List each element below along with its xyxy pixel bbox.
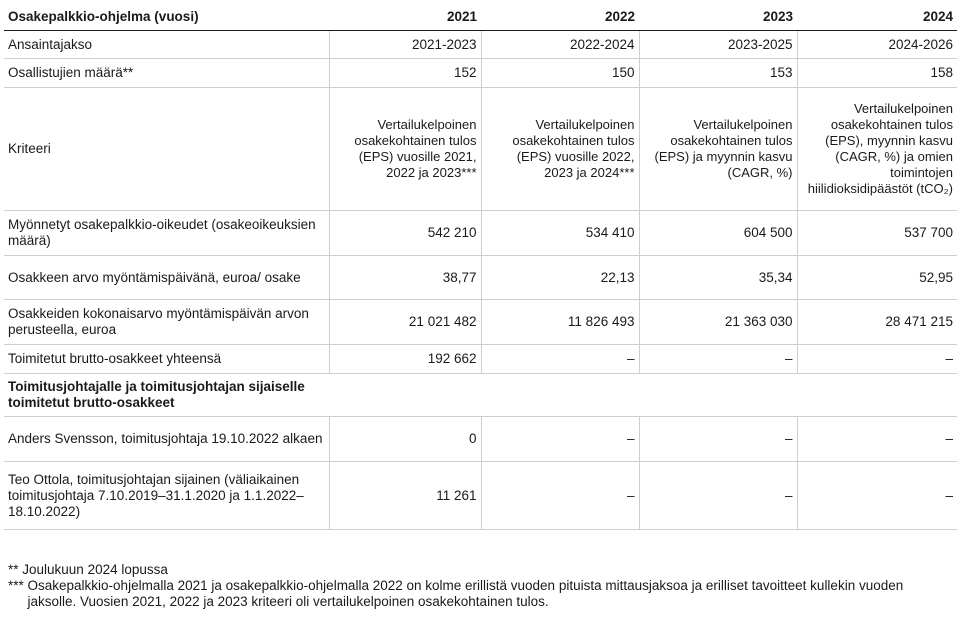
footnote-mark: *** [8, 578, 28, 593]
cell: – [481, 462, 639, 530]
row-label: Osallistujien määrä** [4, 59, 329, 88]
row-label: Ansaintajakso [4, 31, 329, 59]
cell: – [639, 345, 797, 374]
cell: 537 700 [797, 211, 957, 256]
cell: 28 471 215 [797, 300, 957, 345]
cell: 0 [329, 417, 481, 462]
cell [639, 374, 797, 417]
row-label: Kriteeri [4, 88, 329, 211]
cell: Vertailukelpoinen osakekohtainen tulos (EPS) vuosille 2022, 2023 ja 2024*** [481, 88, 639, 211]
cell: 11 826 493 [481, 300, 639, 345]
table-row [4, 256, 957, 300]
table-row [4, 59, 957, 88]
footnote-text: Joulukuun 2024 lopussa [22, 562, 168, 577]
table-row [4, 31, 957, 59]
cell [481, 374, 639, 417]
cell: – [639, 417, 797, 462]
row-label: Toimitetut brutto-osakkeet yhteensä [4, 345, 329, 374]
cell: – [481, 417, 639, 462]
share-program-table [4, 4, 957, 530]
cell: Vertailukelpoinen osakekohtainen tulos (EPS) ja myynnin kasvu (CAGR, %) [639, 88, 797, 211]
cell: 534 410 [481, 211, 639, 256]
footnote-text: Osakepalkkio-ohjelmalla 2021 ja osakepalkkio-ohjelmalla 2022 on kolme erillistä vuoden pituista mittausjaksoa ja erilliset tavoitteet kullekin vuoden jaksolle. Vuosien 2021, 2022 ja 2023 kriteeri oli vertailukelpoinen osakekohtainen tulos. [27, 578, 904, 609]
cell: – [481, 345, 639, 374]
row-label: Anders Svensson, toimitusjohtaja 19.10.2022 alkaen [4, 417, 329, 462]
row-label: Osakkeiden kokonaisarvo myöntämispäivän arvon perusteella, euroa [4, 300, 329, 345]
cell: 21 021 482 [329, 300, 481, 345]
cell: 158 [797, 59, 957, 88]
table-row [4, 211, 957, 256]
footnote-mark: ** [8, 562, 23, 577]
cell: 11 261 [329, 462, 481, 530]
header-label: Osakepalkkio-ohjelma (vuosi) [4, 4, 329, 31]
cell: 542 210 [329, 211, 481, 256]
table-row [4, 345, 957, 374]
row-label: Myönnetyt osakepalkkio-oikeudet (osakeoikeuksien määrä) [4, 211, 329, 256]
cell: 2022-2024 [481, 31, 639, 59]
header-year: 2024 [797, 4, 957, 31]
cell [329, 374, 481, 417]
footnote [8, 562, 948, 578]
cell: 38,77 [329, 256, 481, 300]
cell: 150 [481, 59, 639, 88]
cell: – [797, 462, 957, 530]
cell: Vertailukelpoinen osakekohtainen tulos (EPS) vuosille 2021, 2022 ja 2023*** [329, 88, 481, 211]
cell: 21 363 030 [639, 300, 797, 345]
header-year: 2021 [329, 4, 481, 31]
cell: 2021-2023 [329, 31, 481, 59]
table-header-row [4, 4, 957, 31]
cell: 604 500 [639, 211, 797, 256]
cell: Vertailukelpoinen osakekohtainen tulos (EPS), myynnin kasvu (CAGR, %) ja omien toimintojen hiilidioksidipäästöt (tCO₂) [797, 88, 957, 211]
cell: 2024-2026 [797, 31, 957, 59]
section-row [4, 374, 957, 417]
cell: 153 [639, 59, 797, 88]
row-label: Teo Ottola, toimitusjohtajan sijainen (väliaikainen toimitusjohtaja 7.10.2019–31.1.2020 ja 1.1.2022–18.10.2022) [4, 462, 329, 530]
cell: 192 662 [329, 345, 481, 374]
header-year: 2023 [639, 4, 797, 31]
footnotes [8, 562, 948, 610]
cell: 2023-2025 [639, 31, 797, 59]
cell: – [797, 417, 957, 462]
cell: 22,13 [481, 256, 639, 300]
cell: 35,34 [639, 256, 797, 300]
row-label: Osakkeen arvo myöntämispäivänä, euroa/ osake [4, 256, 329, 300]
table-row [4, 417, 957, 462]
header-year: 2022 [481, 4, 639, 31]
cell: – [797, 345, 957, 374]
cell: 152 [329, 59, 481, 88]
cell [797, 374, 957, 417]
table-row [4, 462, 957, 530]
cell: 52,95 [797, 256, 957, 300]
cell: – [639, 462, 797, 530]
table-row [4, 300, 957, 345]
section-heading: Toimitusjohtajalle ja toimitusjohtajan sijaiselle toimitetut brutto-osakkeet [4, 374, 329, 417]
footnote [8, 578, 948, 610]
table-row [4, 88, 957, 211]
